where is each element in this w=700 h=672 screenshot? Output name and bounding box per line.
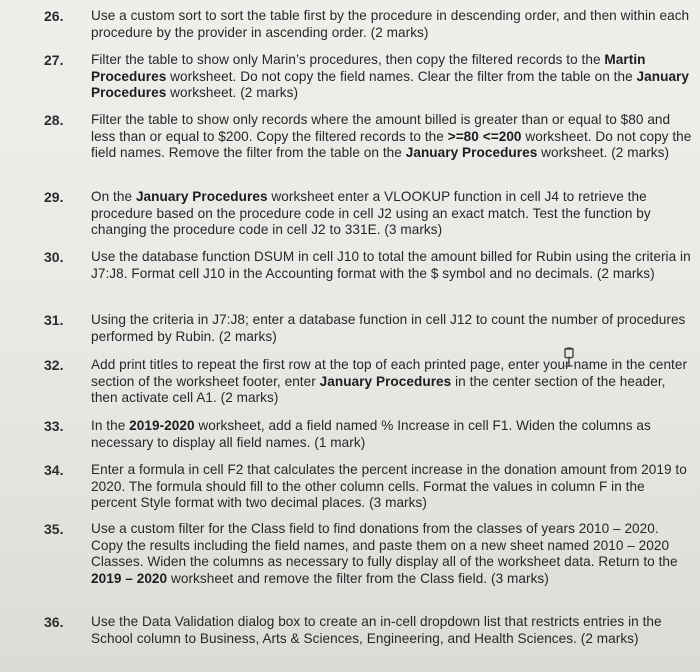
item-number: 28. <box>44 112 64 128</box>
text-segment: On the <box>91 189 136 204</box>
item-text <box>91 189 693 239</box>
text-segment: Add print titles to repeat the first row at the top of each printed page, enter your name in the center section of the worksheet footer, enter <box>91 357 688 389</box>
item-text <box>91 112 693 162</box>
item-text <box>91 312 693 345</box>
item-text <box>91 418 693 451</box>
text-segment: Use the database function DSUM in cell J10 to total the amount billed for Rubin using the criteria in J7:J8. Format cell J10 in the Accounting format with the $ symbol and no decimals. (2 marks) <box>91 249 691 281</box>
bold-text-segment: Martin Procedures <box>91 52 646 84</box>
item-number: 35. <box>44 521 64 537</box>
text-segment: worksheet enter a VLOOKUP function in cell J4 to retrieve the procedure based on the procedure code in cell J2 using an exact match. Test the function by changing the procedure code in cell J2 to 331E. (3 marks) <box>91 189 651 237</box>
item-text <box>91 52 693 102</box>
item-text <box>91 614 693 647</box>
text-segment: Use a custom sort to sort the table first by the procedure in descending order, and then within each procedure by the provider in ascending order. (2 marks) <box>91 8 690 40</box>
text-segment: worksheet, add a field named % Increase in cell F1. Widen the columns as necessary to display all field names. (1 mark) <box>91 418 651 450</box>
bold-text-segment: January Procedures <box>319 373 452 389</box>
text-segment: Filter the table to show only records where the amount billed is greater than or equal to $80 and less than or equal to $200. Copy the filtered records to the <box>91 112 671 144</box>
item-number: 30. <box>44 249 64 265</box>
item-text <box>91 462 693 512</box>
text-segment: worksheet. (2 marks) <box>166 85 299 100</box>
item-text <box>91 8 693 41</box>
item-text <box>91 249 693 282</box>
item-text <box>91 521 693 587</box>
text-segment: Filter the table to show only Marin’s procedures, then copy the filtered records to the <box>91 52 605 67</box>
bold-text-segment: 2019 – 2020 <box>91 570 168 586</box>
text-segment: Use the Data Validation dialog box to create an in-cell dropdown list that restricts entries in the School column to Business, Arts & Sciences, Engineering, and Health Sciences. (2 marks) <box>91 614 662 646</box>
text-segment: worksheet. Do not copy the field names. Clear the filter from the table on the <box>166 68 637 84</box>
item-number: 36. <box>44 614 64 630</box>
text-segment: in the center section of the header, then activate cell A1. (2 marks) <box>91 373 666 405</box>
item-number: 29. <box>44 189 64 205</box>
text-segment: Enter a formula in cell F2 that calculates the percent increase in the donation amount from 2019 to 2020. The formula should fill to the other column cells. Format the values in column F in the percent Style format with two decimal places. (3 marks) <box>91 462 687 510</box>
bold-text-segment: >=80 <=200 <box>447 128 522 144</box>
mouse-cursor-icon <box>560 347 578 369</box>
item-number: 33. <box>44 418 64 434</box>
text-segment: worksheet. (2 marks) <box>537 145 670 160</box>
text-segment: Use a custom filter for the Class field to find donations from the classes of years 2010 – 2020. Copy the results including the field names, and paste them on a new sheet named 2010 – 2020 Classes. Widen the columns as necessary to fully display all of the worksheet data. Return to the <box>91 521 678 569</box>
bold-text-segment: January Procedures <box>135 189 268 204</box>
bold-text-segment: January Procedures <box>405 145 538 160</box>
bold-text-segment: 2019-2020 <box>129 418 195 433</box>
text-segment: Using the criteria in J7:J8; enter a database function in cell J12 to count the number of procedures performed by Rubin. (2 marks) <box>91 312 686 344</box>
item-number: 32. <box>44 357 64 373</box>
item-number: 34. <box>44 462 64 478</box>
item-number: 26. <box>44 8 64 24</box>
text-segment: worksheet. Do not copy the field names. Remove the filter from the table on the <box>91 128 692 160</box>
item-text <box>91 357 693 407</box>
text-segment: In the <box>91 418 130 433</box>
item-number: 31. <box>44 312 64 328</box>
text-segment: worksheet and remove the filter from the Class field. (3 marks) <box>167 570 549 586</box>
item-number: 27. <box>44 52 64 68</box>
bold-text-segment: January Procedures <box>91 68 690 100</box>
